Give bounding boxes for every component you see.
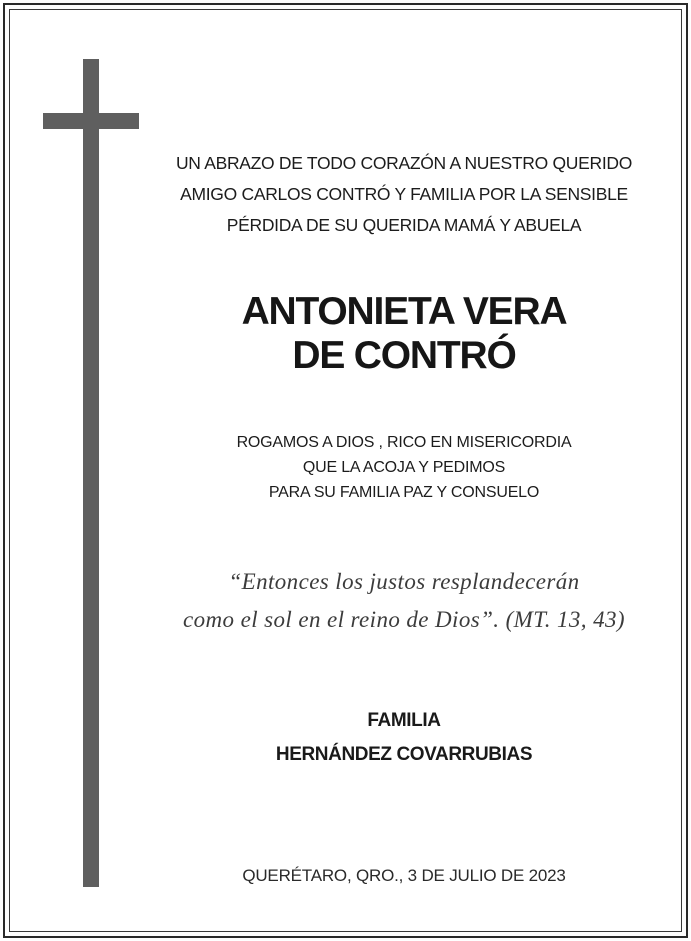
deceased-name bbox=[140, 290, 668, 378]
deceased-name-line: DE CONTRÓ bbox=[292, 334, 516, 377]
prayer-line: PARA SU FAMILIA PAZ Y CONSUELO bbox=[268, 484, 540, 501]
verse-line: “Entonces los justos resplandecerán bbox=[228, 569, 580, 594]
verse-line: como el sol en el reino de Dios”. (MT. 13, 43) bbox=[183, 607, 625, 632]
deceased-name-line: ANTONIETA VERA bbox=[241, 290, 567, 333]
condolence-line: PÉRDIDA DE SU QUERIDA MAMÁ Y ABUELA bbox=[226, 215, 582, 235]
condolence-line: AMIGO CARLOS CONTRÓ Y FAMILIA POR LA SENSIBLE bbox=[180, 184, 628, 204]
signature-line: FAMILIA bbox=[367, 710, 441, 731]
prayer-line: QUE LA ACOJA Y PEDIMOS bbox=[302, 459, 506, 476]
condolence-message bbox=[140, 148, 668, 241]
cross-vertical-bar bbox=[83, 59, 99, 887]
bible-verse bbox=[120, 563, 688, 639]
condolence-line: UN ABRAZO DE TODO CORAZÓN A NUESTRO QUERIDO bbox=[175, 153, 633, 173]
cross-horizontal-bar bbox=[43, 113, 139, 129]
family-signature bbox=[140, 704, 668, 772]
signature-line: HERNÁNDEZ COVARRUBIAS bbox=[275, 744, 533, 765]
place-and-date: QUERÉTARO, QRO., 3 DE JULIO DE 2023 bbox=[242, 866, 566, 885]
prayer-line: ROGAMOS A DIOS , RICO EN MISERICORDIA bbox=[236, 434, 572, 451]
prayer-text bbox=[140, 430, 668, 505]
